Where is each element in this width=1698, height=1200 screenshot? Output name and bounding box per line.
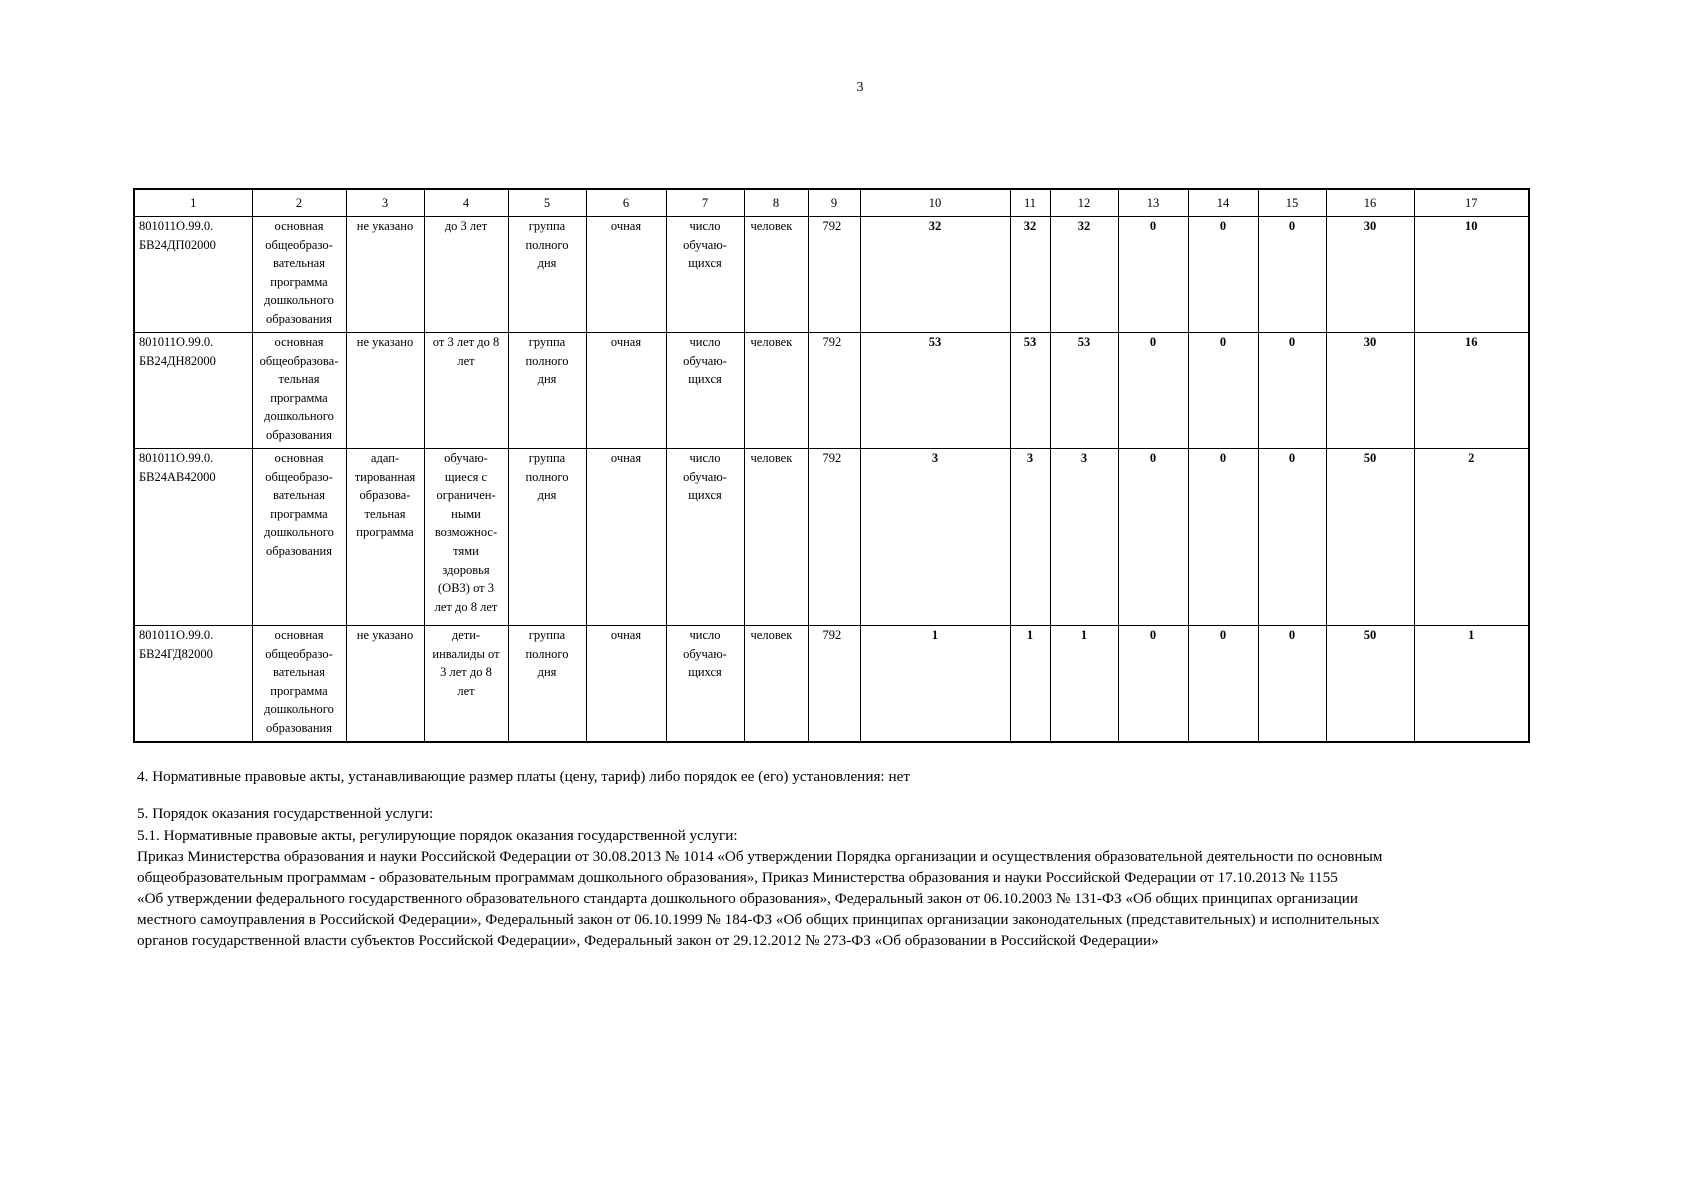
- program-name-line: образования: [266, 427, 332, 442]
- program-name-line: вательная: [273, 488, 325, 503]
- deviation-value-cell: [1118, 333, 1188, 449]
- program-name-cell: [252, 626, 346, 743]
- age-group-line: до 3 лет: [444, 219, 488, 233]
- education-form-text: очная: [610, 219, 642, 233]
- age-group-line: ными: [451, 506, 481, 521]
- stay-mode-line: полного: [525, 469, 569, 484]
- okei-code-text: 792: [822, 335, 842, 349]
- program-name-line: вательная: [273, 665, 325, 680]
- column-header-4: 4: [424, 189, 508, 217]
- allowed-deviation-text: 30: [1363, 335, 1377, 349]
- approved-value-cell: [860, 626, 1010, 743]
- table-body: [134, 217, 1529, 743]
- stay-mode-line: полного: [525, 237, 569, 252]
- education-form-text: очная: [610, 628, 642, 642]
- age-group-line: возможнос-: [434, 525, 498, 540]
- service-volume-table: [133, 188, 1530, 743]
- program-name-line: образования: [266, 311, 332, 326]
- deviation-a-text: 0: [1219, 219, 1227, 233]
- program-name-line: основная: [274, 451, 324, 465]
- registry-code-line: 801011О.99.0.: [139, 451, 214, 465]
- section-5-1-line: общеобразовательным программам - образовательным программам дошкольного образования», Приказ Министерства образования и науки Российской Федерации от 17.10.2013 № 1155: [137, 869, 1338, 886]
- program-name-line: общеобразо-: [265, 237, 333, 252]
- table-row: [134, 217, 1529, 333]
- registry-code-line: 801011О.99.0.: [139, 628, 214, 642]
- age-group-line: дети-: [451, 628, 481, 642]
- section-5-1-body: [137, 846, 1537, 951]
- indicator-name-line: щихся: [688, 665, 722, 680]
- column-header-16: 16: [1326, 189, 1414, 217]
- column-header-5: 5: [508, 189, 586, 217]
- education-form-cell: [586, 626, 666, 743]
- education-form-cell: [586, 333, 666, 449]
- education-form-text: очная: [610, 451, 642, 465]
- actual-value-text: 3: [1080, 451, 1088, 465]
- actual-value-text: 1: [1080, 628, 1088, 642]
- approved-value-text: 3: [931, 451, 939, 465]
- stay-mode-cell: [508, 217, 586, 333]
- student-category-line: не указано: [356, 628, 414, 642]
- education-form-cell: [586, 449, 666, 626]
- column-header-1: 1: [134, 189, 252, 217]
- okei-code-cell: [808, 333, 860, 449]
- column-header-2: 2: [252, 189, 346, 217]
- stay-mode-line: дня: [537, 372, 557, 387]
- deviation-a-text: 0: [1219, 335, 1227, 349]
- student-category-cell: [346, 449, 424, 626]
- stay-mode-line: группа: [528, 628, 566, 642]
- header-row: [134, 189, 1529, 217]
- student-category-line: тельная: [364, 506, 406, 521]
- program-name-line: вательная: [273, 256, 325, 271]
- table-row: [134, 626, 1529, 743]
- deviation-b-text: 0: [1288, 451, 1296, 465]
- deviation-value-text: 0: [1149, 335, 1157, 349]
- section-5-1-line: Приказ Министерства образования и науки Российской Федерации от 30.08.2013 № 1014 «Об утверждении Порядка организации и осуществления образовательной деятельности по основным: [137, 848, 1383, 865]
- registry-code-line: БВ24ДН82000: [139, 353, 216, 368]
- age-group-line: лет: [457, 683, 475, 698]
- registry-code-line: 801011О.99.0.: [139, 335, 214, 349]
- program-name-line: программа: [270, 274, 328, 289]
- table-row: [134, 333, 1529, 449]
- allowed-deviation-cell: [1326, 626, 1414, 743]
- approved-value-text: 1: [931, 628, 939, 642]
- deviation-a-cell: [1188, 333, 1258, 449]
- age-group-line: лет до 8 лет: [434, 599, 498, 614]
- approved-year-value-cell: [1010, 449, 1050, 626]
- deviation-value-text: 0: [1149, 628, 1157, 642]
- indicator-name-line: число: [689, 628, 721, 642]
- deviation-value-text: 0: [1149, 219, 1157, 233]
- program-name-line: программа: [270, 683, 328, 698]
- okei-code-text: 792: [822, 219, 842, 233]
- stay-mode-line: дня: [537, 256, 557, 271]
- program-name-line: основная: [274, 219, 324, 233]
- average-fee-text: 10: [1465, 219, 1478, 233]
- approved-value-cell: [860, 217, 1010, 333]
- education-form-text: очная: [610, 335, 642, 349]
- column-header-3: 3: [346, 189, 424, 217]
- age-group-line: от 3 лет до 8: [432, 335, 500, 349]
- program-name-line: основная: [274, 628, 324, 642]
- program-name-line: образования: [266, 720, 332, 735]
- student-category-line: тированная: [354, 469, 416, 484]
- approved-year-value-text: 32: [1023, 219, 1037, 233]
- column-header-10: 10: [860, 189, 1010, 217]
- indicator-name-line: обучаю-: [683, 646, 727, 661]
- average-fee-cell: [1414, 626, 1529, 743]
- actual-value-cell: [1050, 449, 1118, 626]
- program-name-line: дошкольного: [264, 702, 334, 717]
- program-name-line: общеобразова-: [259, 353, 339, 368]
- age-group-line: ограничен-: [436, 488, 496, 503]
- student-category-line: не указано: [356, 335, 414, 349]
- column-header-7: 7: [666, 189, 744, 217]
- okei-code-text: 792: [822, 451, 842, 465]
- table-header: [134, 189, 1529, 217]
- actual-value-cell: [1050, 626, 1118, 743]
- allowed-deviation-cell: [1326, 449, 1414, 626]
- average-fee-cell: [1414, 449, 1529, 626]
- stay-mode-line: группа: [528, 335, 566, 349]
- indicator-name-cell: [666, 626, 744, 743]
- deviation-b-text: 0: [1288, 335, 1296, 349]
- stay-mode-line: полного: [525, 646, 569, 661]
- indicator-name-line: обучаю-: [683, 353, 727, 368]
- stay-mode-cell: [508, 333, 586, 449]
- approved-year-value-text: 1: [1026, 628, 1034, 642]
- deviation-b-cell: [1258, 333, 1326, 449]
- stay-mode-cell: [508, 449, 586, 626]
- column-header-6: 6: [586, 189, 666, 217]
- student-category-line: образова-: [359, 488, 411, 503]
- okei-code-text: 792: [822, 628, 842, 642]
- actual-value-text: 53: [1077, 335, 1091, 349]
- age-group-cell: [424, 217, 508, 333]
- indicator-name-line: число: [689, 219, 721, 233]
- unit-name-cell: [744, 449, 808, 626]
- section-5-title: 5. Порядок оказания государственной услуги:: [137, 805, 434, 822]
- column-header-11: 11: [1010, 189, 1050, 217]
- age-group-line: обучаю-: [444, 451, 488, 465]
- approved-year-value-cell: [1010, 333, 1050, 449]
- program-name-line: программа: [270, 506, 328, 521]
- average-fee-text: 1: [1468, 628, 1475, 642]
- indicator-name-line: число: [689, 451, 721, 465]
- average-fee-text: 16: [1465, 335, 1478, 349]
- okei-code-cell: [808, 626, 860, 743]
- approved-value-text: 32: [928, 219, 942, 233]
- deviation-b-cell: [1258, 626, 1326, 743]
- program-name-cell: [252, 333, 346, 449]
- indicator-name-line: щихся: [688, 488, 722, 503]
- registry-code-cell: [134, 333, 252, 449]
- student-category-line: адап-: [370, 451, 400, 465]
- page-number: 3: [856, 80, 864, 95]
- age-group-cell: [424, 626, 508, 743]
- program-name-line: основная: [274, 335, 324, 349]
- registry-code-cell: [134, 449, 252, 626]
- unit-name-cell: [744, 217, 808, 333]
- approved-year-value-text: 53: [1023, 335, 1037, 349]
- age-group-line: щиеся с: [444, 469, 488, 484]
- deviation-a-cell: [1188, 449, 1258, 626]
- program-name-line: тельная: [278, 372, 320, 387]
- student-category-cell: [346, 626, 424, 743]
- unit-name-cell: [744, 333, 808, 449]
- column-header-9: 9: [808, 189, 860, 217]
- okei-code-cell: [808, 217, 860, 333]
- indicator-name-line: щихся: [688, 372, 722, 387]
- program-name-line: программа: [270, 390, 328, 405]
- deviation-value-cell: [1118, 449, 1188, 626]
- deviation-value-cell: [1118, 626, 1188, 743]
- column-header-14: 14: [1188, 189, 1258, 217]
- age-group-line: здоровья: [442, 562, 490, 577]
- indicator-name-cell: [666, 217, 744, 333]
- registry-code-line: БВ24ГД82000: [139, 646, 213, 661]
- actual-value-cell: [1050, 333, 1118, 449]
- indicator-name-line: обучаю-: [683, 237, 727, 252]
- age-group-line: (ОВЗ) от 3: [438, 581, 494, 596]
- actual-value-text: 32: [1077, 219, 1091, 233]
- education-form-cell: [586, 217, 666, 333]
- approved-year-value-cell: [1010, 217, 1050, 333]
- approved-value-cell: [860, 449, 1010, 626]
- age-group-line: лет: [457, 353, 475, 368]
- unit-name-text: человек: [750, 219, 793, 233]
- approved-year-value-cell: [1010, 626, 1050, 743]
- average-fee-cell: [1414, 333, 1529, 449]
- stay-mode-line: дня: [537, 665, 557, 680]
- deviation-value-text: 0: [1149, 451, 1157, 465]
- indicator-name-line: число: [689, 335, 721, 349]
- registry-code-line: БВ24ДП02000: [139, 237, 216, 252]
- approved-year-value-text: 3: [1026, 451, 1034, 465]
- column-header-15: 15: [1258, 189, 1326, 217]
- age-group-line: тями: [453, 543, 479, 558]
- deviation-a-cell: [1188, 217, 1258, 333]
- column-header-12: 12: [1050, 189, 1118, 217]
- age-group-line: инвалиды от: [432, 646, 500, 661]
- stay-mode-line: группа: [528, 219, 566, 233]
- deviation-b-cell: [1258, 449, 1326, 626]
- registry-code-cell: [134, 626, 252, 743]
- unit-name-text: человек: [750, 628, 793, 642]
- stay-mode-line: дня: [537, 488, 557, 503]
- column-header-13: 13: [1118, 189, 1188, 217]
- deviation-b-text: 0: [1288, 628, 1296, 642]
- stay-mode-line: полного: [525, 353, 569, 368]
- age-group-cell: [424, 333, 508, 449]
- section-4-fee-acts: 4. Нормативные правовые акты, устанавливающие размер платы (цену, тариф) либо порядок ее (его) установления: нет: [137, 768, 910, 785]
- student-category-line: программа: [356, 525, 414, 540]
- indicator-name-line: щихся: [688, 256, 722, 271]
- stay-mode-line: группа: [528, 451, 566, 465]
- section-5-1-line: органов государственной власти субъектов Российской Федерации», Федеральный закон от 29.12.2012 № 273-ФЗ «Об образовании в Российской Федерации»: [137, 932, 1159, 949]
- age-group-line: 3 лет до 8: [440, 665, 492, 680]
- actual-value-cell: [1050, 217, 1118, 333]
- unit-name-text: человек: [750, 335, 793, 349]
- stay-mode-cell: [508, 626, 586, 743]
- okei-code-cell: [808, 449, 860, 626]
- table-row: [134, 449, 1529, 626]
- section-5-1-line: местного самоуправления в Российской Федерации», Федеральный закон от 06.10.1999 № 184-ФЗ «Об общих принципах организации законодательных (представительных) и исполнительных: [137, 911, 1380, 928]
- program-name-cell: [252, 449, 346, 626]
- deviation-b-cell: [1258, 217, 1326, 333]
- student-category-line: не указано: [356, 219, 414, 233]
- program-name-line: дошкольного: [264, 525, 334, 540]
- column-header-17: 17: [1414, 189, 1529, 217]
- registry-code-line: 801011О.99.0.: [139, 219, 214, 233]
- average-fee-text: 2: [1468, 451, 1475, 465]
- allowed-deviation-text: 30: [1363, 219, 1377, 233]
- allowed-deviation-text: 50: [1363, 628, 1377, 642]
- program-name-line: общеобразо-: [265, 469, 333, 484]
- program-name-line: дошкольного: [264, 409, 334, 424]
- program-name-line: дошкольного: [264, 293, 334, 308]
- student-category-cell: [346, 333, 424, 449]
- indicator-name-cell: [666, 449, 744, 626]
- approved-value-cell: [860, 333, 1010, 449]
- allowed-deviation-cell: [1326, 217, 1414, 333]
- deviation-a-cell: [1188, 626, 1258, 743]
- average-fee-cell: [1414, 217, 1529, 333]
- deviation-value-cell: [1118, 217, 1188, 333]
- age-group-cell: [424, 449, 508, 626]
- deviation-b-text: 0: [1288, 219, 1296, 233]
- program-name-line: общеобразо-: [265, 646, 333, 661]
- indicator-name-line: обучаю-: [683, 469, 727, 484]
- allowed-deviation-text: 50: [1363, 451, 1377, 465]
- program-name-line: образования: [266, 543, 332, 558]
- indicator-name-cell: [666, 333, 744, 449]
- unit-name-text: человек: [750, 451, 793, 465]
- registry-code-line: БВ24АВ42000: [139, 469, 216, 484]
- allowed-deviation-cell: [1326, 333, 1414, 449]
- section-5-1-line: «Об утверждении федерального государственного образовательного стандарта дошкольного образования», Федеральный закон от 06.10.2003 № 131-ФЗ «Об общих принципах организации: [137, 890, 1359, 907]
- program-name-cell: [252, 217, 346, 333]
- section-5-1-title: 5.1. Нормативные правовые акты, регулирующие порядок оказания государственной услуги:: [137, 827, 738, 844]
- student-category-cell: [346, 217, 424, 333]
- unit-name-cell: [744, 626, 808, 743]
- registry-code-cell: [134, 217, 252, 333]
- column-header-8: 8: [744, 189, 808, 217]
- approved-value-text: 53: [928, 335, 942, 349]
- deviation-a-text: 0: [1219, 628, 1227, 642]
- deviation-a-text: 0: [1219, 451, 1227, 465]
